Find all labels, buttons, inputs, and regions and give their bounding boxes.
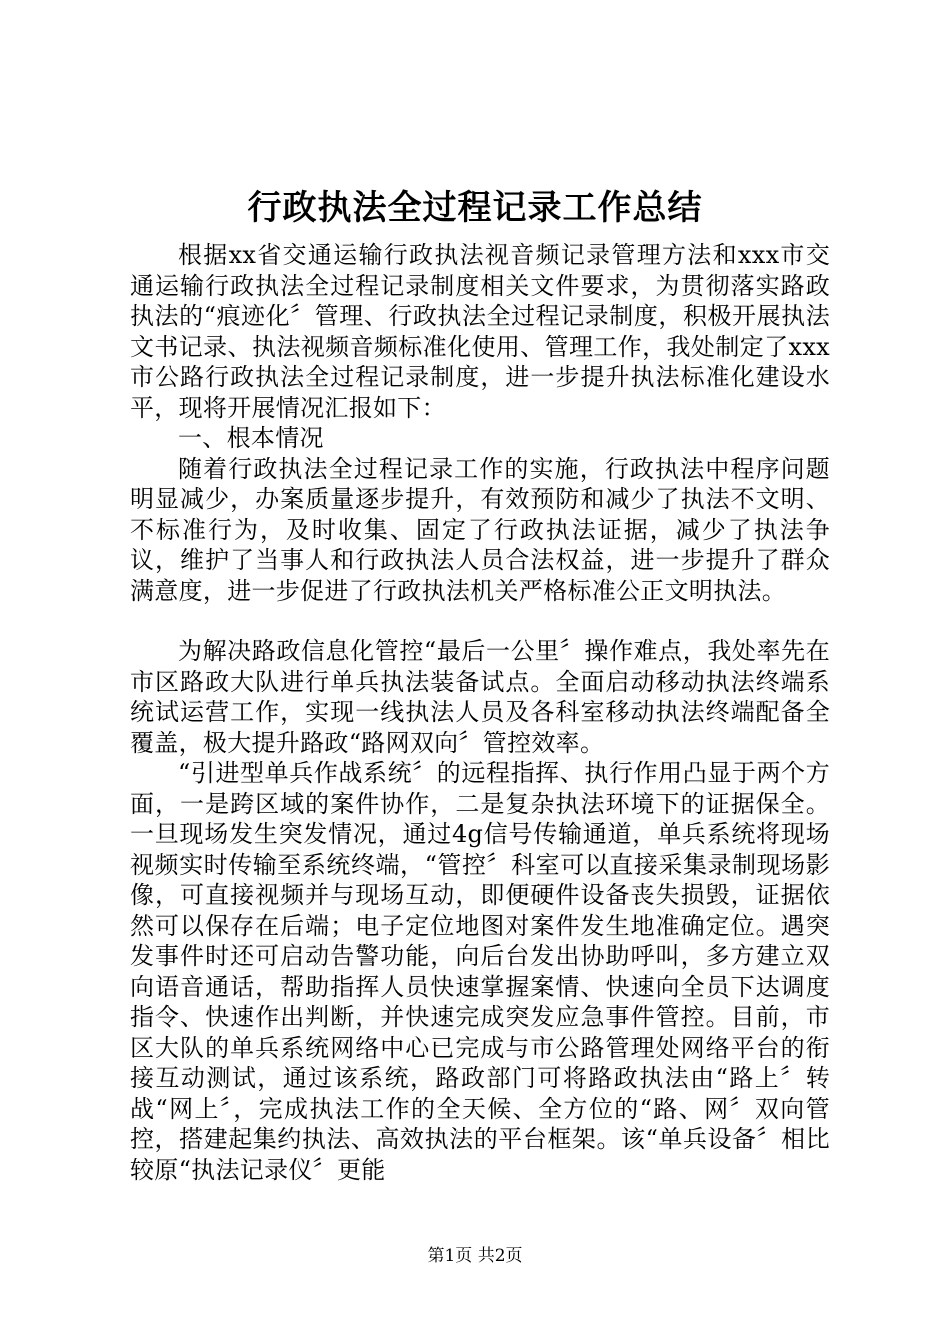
section-heading-basic-situation: 一、根本情况 bbox=[178, 424, 324, 452]
paragraph-results: 随着行政执法全过程记录工作的实施，行政执法中程序问题明显减少，办案质量逐步提升，有效预防和减少了执法不文明、不标准行为，及时收集、固定了行政执法证据，减少了执法争议，维护了当事人和行政执法人员合法权益，进一步提升了群众满意度，进一步促进了行政执法机关严格标准公正文明执法。 bbox=[130, 454, 830, 605]
document-body bbox=[130, 240, 830, 1185]
page-number-footer: 第1页 共2页 bbox=[427, 1246, 523, 1266]
paragraph-intro: 根据xx省交通运输行政执法视音频记录管理方法和xxx市交通运输行政执法全过程记录制度相关文件要求，为贯彻落实路政执法的“痕迹化〞管理、行政执法全过程记录制度，积极开展执法文书记录、执法视频音频标准化使用、管理工作，我处制定了xxx市公路行政执法全过程记录制度，进一步提升执法标准化建设水平，现将开展情况汇报如下： bbox=[130, 241, 830, 422]
paragraph-pilot: 为解决路政信息化管控“最后一公里〞操作难点，我处率先在市区路政大队进行单兵执法装备试点。全面启动移动执法终端系统试运营工作，实现一线执法人员及各科室移动执法终端配备全覆盖，极大提升路政“路网双向〞管控效率。 bbox=[130, 637, 830, 757]
paragraph-system: “引进型单兵作战系统〞的远程指挥、执行作用凸显于两个方面，一是跨区域的案件协作，二是复杂执法环境下的证据保全。一旦现场发生突发情况，通过4g信号传输通道，单兵系统将现场视频实时传输至系统终端，“管控〞科室可以直接采集录制现场影像，可直接视频并与现场互动，即便硬件设备丧失损毁，证据依然可以保存在后端；电子定位地图对案件发生地准确定位。遇突发事件时还可启动告警功能，向后台发出协助呼叫，多方建立双向语音通话，帮助指挥人员快速掌握案情、快速向全员下达调度指令、快速作出判断，并快速完成突发应急事件管控。目前，市区大队的单兵系统网络中心已完成与市公路管理处网络平台的衔接互动测试，通过该系统，路政部门可将路政执法由“路上〞转战“网上〞，完成执法工作的全天候、全方位的“路、网〞双向管控，搭建起集约执法、高效执法的平台框架。该“单兵设备〞相比较原“执法记录仪〞更能 bbox=[130, 759, 830, 1184]
document-title: 行政执法全过程记录工作总结 bbox=[247, 188, 703, 228]
